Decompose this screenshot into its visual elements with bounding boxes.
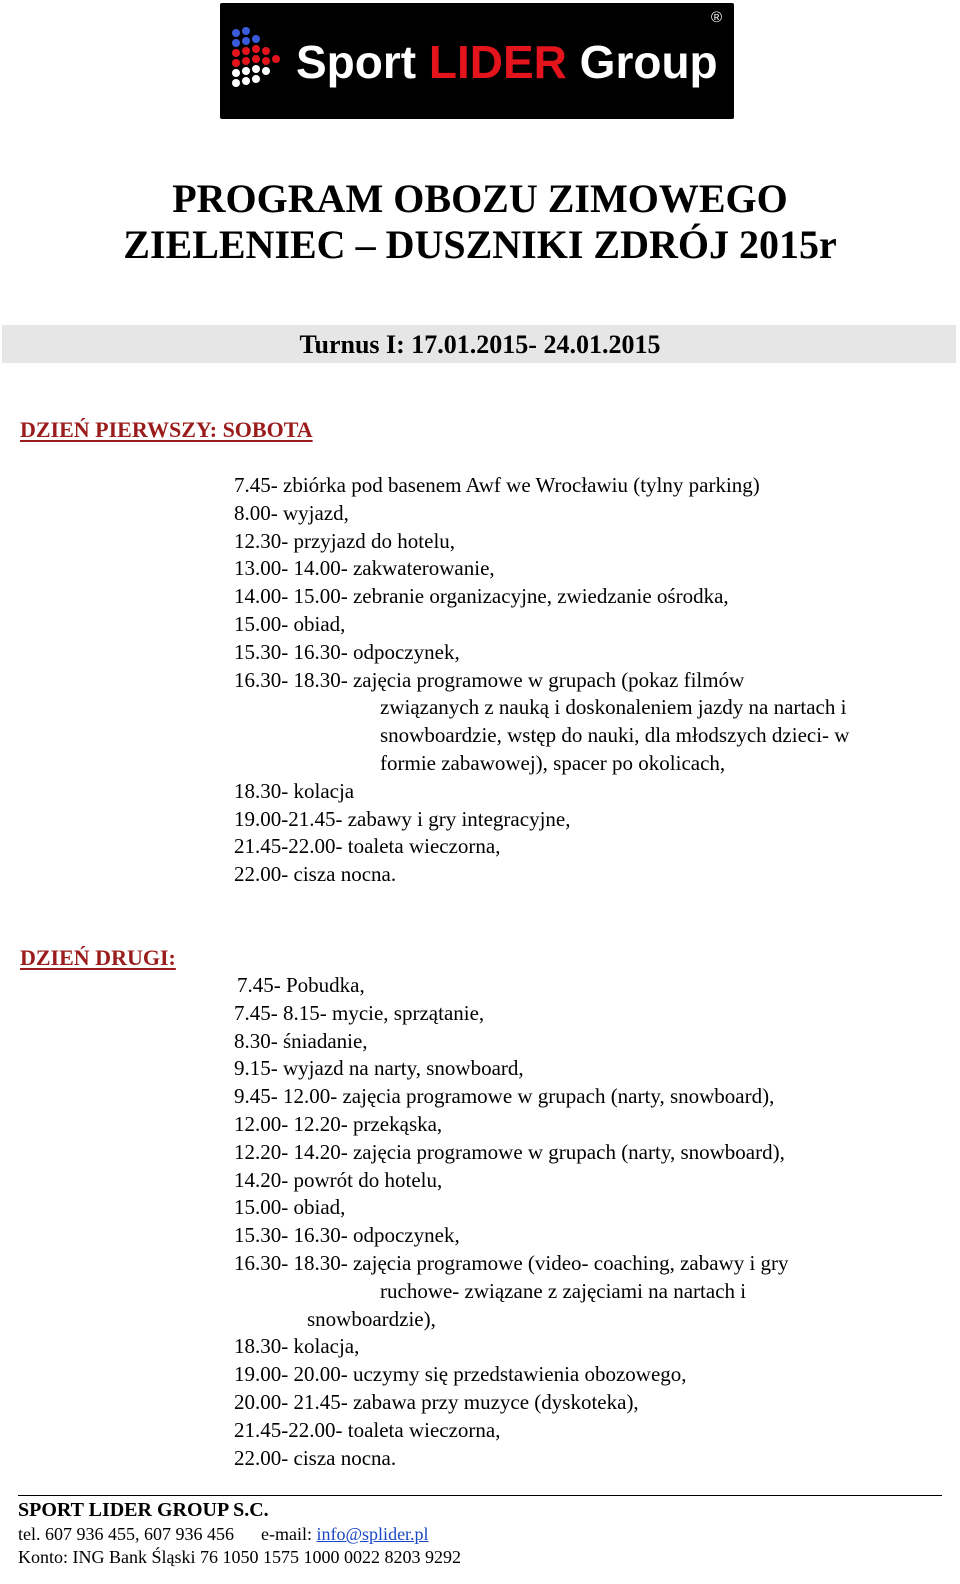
schedule-item: 15.30- 16.30- odpoczynek,	[234, 1223, 460, 1248]
schedule-item: 14.20- powrót do hotelu,	[234, 1167, 443, 1192]
day1-heading: DZIEŃ PIERWSZY: SOBOTA	[20, 417, 313, 442]
logo-word-sport: Sport	[296, 36, 417, 88]
turnus-dates: Turnus I: 17.01.2015- 24.01.2015	[299, 330, 661, 359]
title-line-2: ZIELENIEC – DUSZNIKI ZDRÓJ 2015r	[123, 222, 837, 267]
schedule-item-continuation: snowboardzie, wstęp do nauki, dla młodszych dzieci- w	[380, 723, 850, 748]
logo-word-lider: LIDER	[428, 36, 567, 88]
schedule-item: 12.20- 14.20- zajęcia programowe w grupach (narty, snowboard),	[234, 1139, 785, 1164]
schedule-item: 9.15- wyjazd na narty, snowboard,	[234, 1056, 524, 1081]
schedule-item: 16.30- 18.30- zajęcia programowe w grupach (pokaz filmów	[234, 667, 745, 692]
schedule-item: 18.30- kolacja,	[234, 1334, 360, 1359]
schedule-item-continuation: formie zabawowej), spacer po okolicach,	[380, 750, 726, 775]
schedule-item: 19.00-21.45- zabawy i gry integracyjne,	[234, 806, 571, 831]
schedule-item: 15.00- obiad,	[234, 1195, 346, 1220]
schedule-item: 22.00- cisza nocna.	[234, 1445, 397, 1470]
schedule-item: 14.00- 15.00- zebranie organizacyjne, zwiedzanie ośrodka,	[234, 584, 729, 609]
logo-word-group: Group	[579, 36, 718, 88]
day1-schedule	[0, 472, 960, 889]
schedule-item: 7.45- 8.15- mycie, sprzątanie,	[234, 1000, 485, 1025]
logo-dots-icon	[230, 25, 290, 95]
day2-schedule	[0, 972, 960, 1472]
schedule-item: 18.30- kolacja	[234, 778, 355, 803]
footer-email-label: e-mail:	[261, 1524, 312, 1544]
schedule-item: 21.45-22.00- toaleta wieczorna,	[234, 1417, 501, 1442]
schedule-item: 22.00- cisza nocna.	[234, 862, 397, 887]
schedule-item: 12.30- przyjazd do hotelu,	[234, 528, 456, 553]
footer-phone: tel. 607 936 455, 607 936 456	[18, 1524, 234, 1544]
page-footer	[18, 1495, 942, 1569]
schedule-item: 16.30- 18.30- zajęcia programowe (video- coaching, zabawy i gry	[234, 1250, 789, 1275]
schedule-item: 12.00- 12.20- przekąska,	[234, 1111, 443, 1136]
schedule-item: 7.45- zbiórka pod basenem Awf we Wrocławiu (tylny parking)	[234, 473, 760, 497]
footer-account: Konto: ING Bank Śląski 76 1050 1575 1000 0022 8203 9292	[18, 1547, 461, 1567]
schedule-item: 15.30- 16.30- odpoczynek,	[234, 639, 460, 664]
schedule-item: 21.45-22.00- toaleta wieczorna,	[234, 834, 501, 859]
schedule-item: 8.30- śniadanie,	[234, 1028, 368, 1053]
schedule-item: 9.45- 12.00- zajęcia programowe w grupach (narty, snowboard),	[234, 1084, 775, 1109]
schedule-item-continuation: snowboardzie),	[307, 1306, 436, 1331]
company-logo	[220, 3, 734, 119]
schedule-item: 15.00- obiad,	[234, 611, 346, 636]
schedule-item: 7.45- Pobudka,	[237, 973, 365, 997]
page-title	[0, 176, 960, 268]
schedule-item-continuation: związanych z nauką i doskonaleniem jazdy na nartach i	[380, 695, 847, 720]
footer-contact	[18, 1523, 942, 1546]
day2-heading: DZIEŃ DRUGI:	[20, 945, 176, 970]
logo-wordmark	[296, 31, 718, 93]
footer-company: SPORT LIDER GROUP S.C.	[18, 1499, 269, 1521]
footer-email-link[interactable]: info@splider.pl	[316, 1524, 429, 1544]
schedule-item-continuation: ruchowe- związane z zajęciami na nartach i	[380, 1278, 747, 1303]
schedule-item: 20.00- 21.45- zabawa przy muzyce (dyskoteka),	[234, 1389, 639, 1414]
schedule-item: 13.00- 14.00- zakwaterowanie,	[234, 556, 495, 581]
title-line-1: PROGRAM OBOZU ZIMOWEGO	[172, 176, 788, 221]
schedule-item: 8.00- wyjazd,	[234, 500, 349, 525]
registered-mark: ®	[710, 9, 722, 26]
schedule-item: 19.00- 20.00- uczymy się przedstawienia obozowego,	[234, 1362, 687, 1387]
